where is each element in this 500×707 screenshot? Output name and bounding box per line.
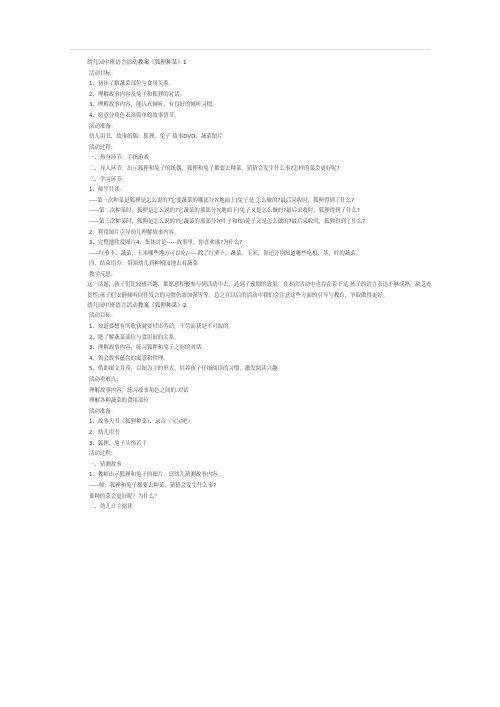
section-title: 幼儿园中班语言活动教案《狐狸种菜》1 xyxy=(87,60,187,66)
text-line: 活动目标： xyxy=(89,313,117,320)
text-line: 活动目标： xyxy=(89,70,117,77)
text-line: 1、教师出示狐狸和兔子的图片，请幼儿猜测故事内容。 xyxy=(89,472,224,479)
text-line: 1、知道要想有所收获就要付出劳动，不劳而获是不可取的。 xyxy=(89,324,234,331)
text-line: 2、能了解蔬菜部位与食用间的关系。 xyxy=(89,334,180,341)
text-line: 理解故事内容，练习故事角色之间的.对话 xyxy=(89,387,189,394)
text-line: 二、导入环节：出示狐狸和兔子的纸偶，狐狸和兔子都要去种菜，猜猜会发生什么事?怎样的菜会更好呢? xyxy=(89,165,340,172)
text-line: 这一话题，孩子们比较感兴趣，都愿意积极参与到活动中去，达到了预期的效果。在本次活动中也存在着不足:孩子的语言表达不够成熟，缺乏连贯性;孩子们安静倾听同伴发言的习惯仍需加强等等。总之在以后的活动中我们会注意这些方面的引导与教育，争取做得更好。 xyxy=(87,282,432,299)
text-line: 2、利用图片引导幼儿理解故事内容。 xyxy=(89,229,180,236)
text-line: 教学反思： xyxy=(89,271,117,278)
text-line: 活动准备： xyxy=(89,408,117,415)
text-line: 3、狐狸、兔子头饰若干 xyxy=(89,440,147,447)
text-line: 活动重难点： xyxy=(89,377,122,384)
text-line: 三、学习环节： xyxy=(89,176,128,183)
text-line: 1、师生共读： xyxy=(89,187,126,194)
text-line: 活动准备： xyxy=(89,123,117,130)
text-line: 4、领会故事蕴含的寓意和哲理。 xyxy=(89,355,169,362)
text-line: 2、理解故事内容及兔子和狐狸的对话。 xyxy=(89,91,185,98)
text-line: 活动过程： xyxy=(89,144,117,151)
text-line: 5、借助图文并茂，以图为主的形式，培养孩子仔细阅读的习惯，激发阅读兴趣。 xyxy=(89,366,283,373)
text-line: 3、完整地欣赏图片4、集体讨论-----故事里，你喜欢谁?为什么? xyxy=(89,240,243,247)
document-body xyxy=(87,58,433,513)
text-line: 1、故事大书《狐狸种菜》、录音（宝宝吧） xyxy=(89,419,194,426)
text-line: 理解各种蔬菜的食用部位 xyxy=(89,398,149,405)
text-line: 四、结束语分：带领幼儿到种植园地去看蔬菜 xyxy=(89,261,198,268)
text-line: -----师：狐狸和兔子都要去种菜，猜猜会发生什么事? xyxy=(89,482,217,489)
text-line: 2、幼儿用书 xyxy=(89,430,120,436)
text-line: -----红萝卜、蔬菜、玉米哪些地方可以吃/-----除了红萝卜、蔬菜、玉米，你还分别知道哪些吃根、茎、叶的蔬菜。 xyxy=(89,250,362,257)
text-line: 谁种的菜会更好呢？为什么？ xyxy=(89,493,160,500)
text-line: ----第一次种菜是狐狸是怎么说的?它要蔬菜的哪部分?(地面上)兔子是 怎么做的?最后采收时，狐狸得到了什么? xyxy=(89,197,355,204)
text-line: -----第二次种菜时，狐狸是怎么说的?它蔬菜的那部分?(地面下)兔子又是怎么做的?最后采收时，狐狸得到了什么? xyxy=(89,208,360,215)
text-line: 4、愿意分角色表演简单的故事情节。 xyxy=(89,112,180,119)
text-line: -----第三次种菜时，狐狸是怎么说的?它蔬菜的那部分?(叶子和根)兔子又是怎么做的?最后采收时，狐狸得到了什么? xyxy=(89,218,366,225)
text-line: 二、幼儿自主阅读 xyxy=(89,504,133,511)
text-line: 一、热身环节：手指游戏 xyxy=(89,155,149,162)
text-line: 一、猜测故事 xyxy=(89,461,122,468)
text-line: 3、理解故事内容，能认真倾听，有良好的倾听习惯。 xyxy=(89,102,218,109)
header-rule xyxy=(70,49,430,50)
text-line: 1、初步了解蔬菜部位与食用关系。 xyxy=(89,81,175,88)
text-line: 幼儿用书、故事纸偶：狐狸、兔子 故事DVD、蔬菜图片 xyxy=(89,134,223,141)
text-line: 3、理解故事内容，练习狐狸和兔子之间的对话。 xyxy=(89,345,207,352)
text-line: 活动过程： xyxy=(89,451,117,458)
section-title: 幼儿园中班语言活动教案《狐狸种菜》2 xyxy=(87,302,187,309)
